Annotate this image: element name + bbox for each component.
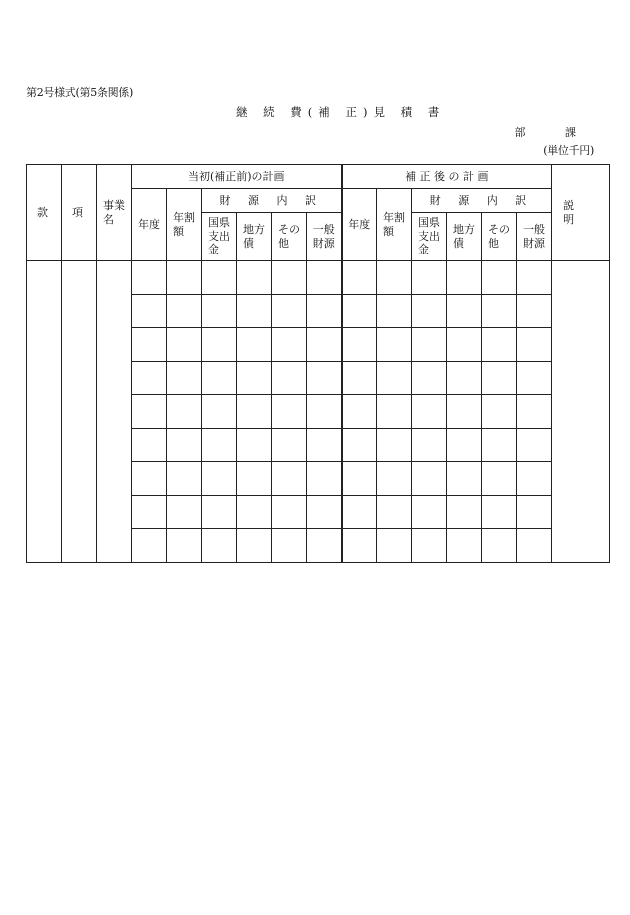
header-kokken-after-text: 国県 支出 金 <box>418 215 441 257</box>
cell-before-6[interactable] <box>307 395 342 429</box>
cell-after-3[interactable] <box>412 328 447 362</box>
header-ippan-before <box>307 213 342 261</box>
cell-after-1[interactable] <box>342 294 377 328</box>
cell-after-2[interactable] <box>377 495 412 529</box>
cell-before-1[interactable] <box>132 328 167 362</box>
cell-after-3[interactable] <box>412 428 447 462</box>
cell-after-3[interactable] <box>412 395 447 429</box>
header-nenwari-after-text: 年割 額 <box>383 210 406 238</box>
cell-before-2[interactable] <box>167 395 202 429</box>
cell-before-5[interactable] <box>272 361 307 395</box>
header-setsumei: 説 明 <box>552 165 610 261</box>
header-group-after: 補 正 後 の 計 画 <box>342 165 552 189</box>
cell-after-2[interactable] <box>377 529 412 563</box>
header-kou: 項 <box>62 165 97 261</box>
cell-after-3[interactable] <box>412 462 447 496</box>
cell-after-2[interactable] <box>377 261 412 295</box>
cell-before-5[interactable] <box>272 495 307 529</box>
cell-before-1[interactable] <box>132 395 167 429</box>
header-chihosai-after-text: 地方 債 <box>453 222 476 250</box>
header-ippan-before-text: 一般 財源 <box>312 222 335 250</box>
header-funding-before: 財 源 内 訳 <box>202 189 342 213</box>
cell-before-1[interactable] <box>132 462 167 496</box>
cell-after-5[interactable] <box>482 428 517 462</box>
header-kokken-before-text: 国県 支出 金 <box>208 215 230 257</box>
header-chihosai-before-text: 地方 債 <box>243 222 265 250</box>
header-chihosai-before <box>237 213 272 261</box>
cell-before-3[interactable] <box>202 395 237 429</box>
cell-after-1[interactable] <box>342 261 377 295</box>
header-chihosai-after <box>447 213 482 261</box>
cell-after-5[interactable] <box>482 495 517 529</box>
cell-after-4[interactable] <box>447 328 482 362</box>
header-nendo-after: 年度 <box>342 189 377 261</box>
cell-after-6[interactable] <box>517 361 552 395</box>
header-sonota-after-text: その 他 <box>488 222 511 250</box>
cell-before-3[interactable] <box>202 361 237 395</box>
cell-before-4[interactable] <box>237 495 272 529</box>
cell-after-5[interactable] <box>482 529 517 563</box>
cell-before-4[interactable] <box>237 361 272 395</box>
cell-after-1[interactable] <box>342 395 377 429</box>
cell-before-3[interactable] <box>202 495 237 529</box>
cell-after-6[interactable] <box>517 294 552 328</box>
cell-before-6[interactable] <box>307 529 342 563</box>
cell-before-1[interactable] <box>132 261 167 295</box>
cell-after-2[interactable] <box>377 395 412 429</box>
cell-before-3[interactable] <box>202 294 237 328</box>
cell-after-6[interactable] <box>517 495 552 529</box>
cell-before-6[interactable] <box>307 462 342 496</box>
header-sonota-before-text: その 他 <box>278 222 300 250</box>
cell-after-5[interactable] <box>482 462 517 496</box>
cell-before-2[interactable] <box>167 361 202 395</box>
cell-after-3[interactable] <box>412 294 447 328</box>
cell-after-5[interactable] <box>482 395 517 429</box>
cell-after-2[interactable] <box>377 328 412 362</box>
cell-after-4[interactable] <box>447 361 482 395</box>
cell-after-1[interactable] <box>342 462 377 496</box>
header-jigyomei <box>97 165 132 261</box>
cell-before-1[interactable] <box>132 529 167 563</box>
cell-before-6[interactable] <box>307 495 342 529</box>
cell-after-5[interactable] <box>482 361 517 395</box>
cell-before-2[interactable] <box>167 428 202 462</box>
cell-after-4[interactable] <box>447 462 482 496</box>
header-ippan-after <box>517 213 552 261</box>
cell-before-3[interactable] <box>202 328 237 362</box>
header-nenwari-before-text: 年割 額 <box>173 210 195 238</box>
cell-before-4[interactable] <box>237 328 272 362</box>
header-kokken-before <box>202 213 237 261</box>
cell-before-4[interactable] <box>237 261 272 295</box>
header-sonota-before <box>272 213 307 261</box>
header-kan: 款 <box>27 165 62 261</box>
cell-after-2[interactable] <box>377 428 412 462</box>
header-nenwari-after <box>377 189 412 261</box>
cell-before-5[interactable] <box>272 328 307 362</box>
cell-before-3[interactable] <box>202 462 237 496</box>
cell-before-6[interactable] <box>307 261 342 295</box>
cell-after-1[interactable] <box>342 361 377 395</box>
cell-after-6[interactable] <box>517 328 552 362</box>
cell-before-6[interactable] <box>307 361 342 395</box>
table-body <box>27 261 610 563</box>
cell-after-3[interactable] <box>412 361 447 395</box>
cell-after-1[interactable] <box>342 495 377 529</box>
form-number: 第2号様式(第5条関係) <box>26 86 133 99</box>
cell-before-1[interactable] <box>132 294 167 328</box>
cell-jigyomei[interactable] <box>97 261 132 563</box>
cell-after-2[interactable] <box>377 294 412 328</box>
cell-after-6[interactable] <box>517 261 552 295</box>
cell-before-5[interactable] <box>272 529 307 563</box>
cell-after-3[interactable] <box>412 495 447 529</box>
cell-after-4[interactable] <box>447 428 482 462</box>
cell-kan[interactable] <box>27 261 62 563</box>
cell-after-5[interactable] <box>482 261 517 295</box>
cell-after-6[interactable] <box>517 395 552 429</box>
cell-before-3[interactable] <box>202 529 237 563</box>
cell-after-4[interactable] <box>447 529 482 563</box>
cell-after-1[interactable] <box>342 328 377 362</box>
cell-after-6[interactable] <box>517 462 552 496</box>
cell-after-2[interactable] <box>377 462 412 496</box>
header-nenwari-before <box>167 189 202 261</box>
cell-after-5[interactable] <box>482 294 517 328</box>
cell-after-3[interactable] <box>412 261 447 295</box>
cell-after-3[interactable] <box>412 529 447 563</box>
cell-after-5[interactable] <box>482 328 517 362</box>
cell-after-6[interactable] <box>517 428 552 462</box>
cell-before-3[interactable] <box>202 261 237 295</box>
cell-before-6[interactable] <box>307 294 342 328</box>
cell-after-4[interactable] <box>447 261 482 295</box>
estimate-table <box>26 164 610 563</box>
cell-after-4[interactable] <box>447 495 482 529</box>
cell-kou[interactable] <box>62 261 97 563</box>
header-funding-after: 財 源 内 訳 <box>412 189 552 213</box>
cell-after-1[interactable] <box>342 529 377 563</box>
cell-before-2[interactable] <box>167 462 202 496</box>
department-label: 部 課 <box>514 126 594 139</box>
cell-before-2[interactable] <box>167 495 202 529</box>
cell-before-2[interactable] <box>167 261 202 295</box>
cell-before-4[interactable] <box>237 428 272 462</box>
cell-before-1[interactable] <box>132 495 167 529</box>
header-kokken-after <box>412 213 447 261</box>
cell-before-4[interactable] <box>237 294 272 328</box>
cell-before-3[interactable] <box>202 428 237 462</box>
cell-after-4[interactable] <box>447 395 482 429</box>
cell-before-2[interactable] <box>167 529 202 563</box>
cell-after-4[interactable] <box>447 294 482 328</box>
cell-before-1[interactable] <box>132 361 167 395</box>
cell-setsumei[interactable] <box>552 261 610 563</box>
cell-before-5[interactable] <box>272 428 307 462</box>
cell-before-5[interactable] <box>272 261 307 295</box>
cell-before-6[interactable] <box>307 328 342 362</box>
header-jigyomei-text: 事業 名 <box>103 198 125 226</box>
cell-before-4[interactable] <box>237 529 272 563</box>
cell-before-2[interactable] <box>167 328 202 362</box>
cell-before-4[interactable] <box>237 395 272 429</box>
cell-after-6[interactable] <box>517 529 552 563</box>
unit-note: (単位千円) <box>543 144 594 157</box>
cell-before-5[interactable] <box>272 462 307 496</box>
cell-before-4[interactable] <box>237 462 272 496</box>
cell-before-2[interactable] <box>167 294 202 328</box>
header-sonota-after <box>482 213 517 261</box>
cell-before-5[interactable] <box>272 395 307 429</box>
document-title: 継 続 費(補 正)見 積 書 <box>236 105 446 119</box>
table-row <box>27 261 610 295</box>
cell-before-1[interactable] <box>132 428 167 462</box>
header-ippan-after-text: 一般 財源 <box>523 222 546 250</box>
header-group-before: 当初(補正前)の計画 <box>132 165 342 189</box>
cell-before-5[interactable] <box>272 294 307 328</box>
header-nendo-before: 年度 <box>132 189 167 261</box>
cell-after-2[interactable] <box>377 361 412 395</box>
cell-after-1[interactable] <box>342 428 377 462</box>
cell-before-6[interactable] <box>307 428 342 462</box>
